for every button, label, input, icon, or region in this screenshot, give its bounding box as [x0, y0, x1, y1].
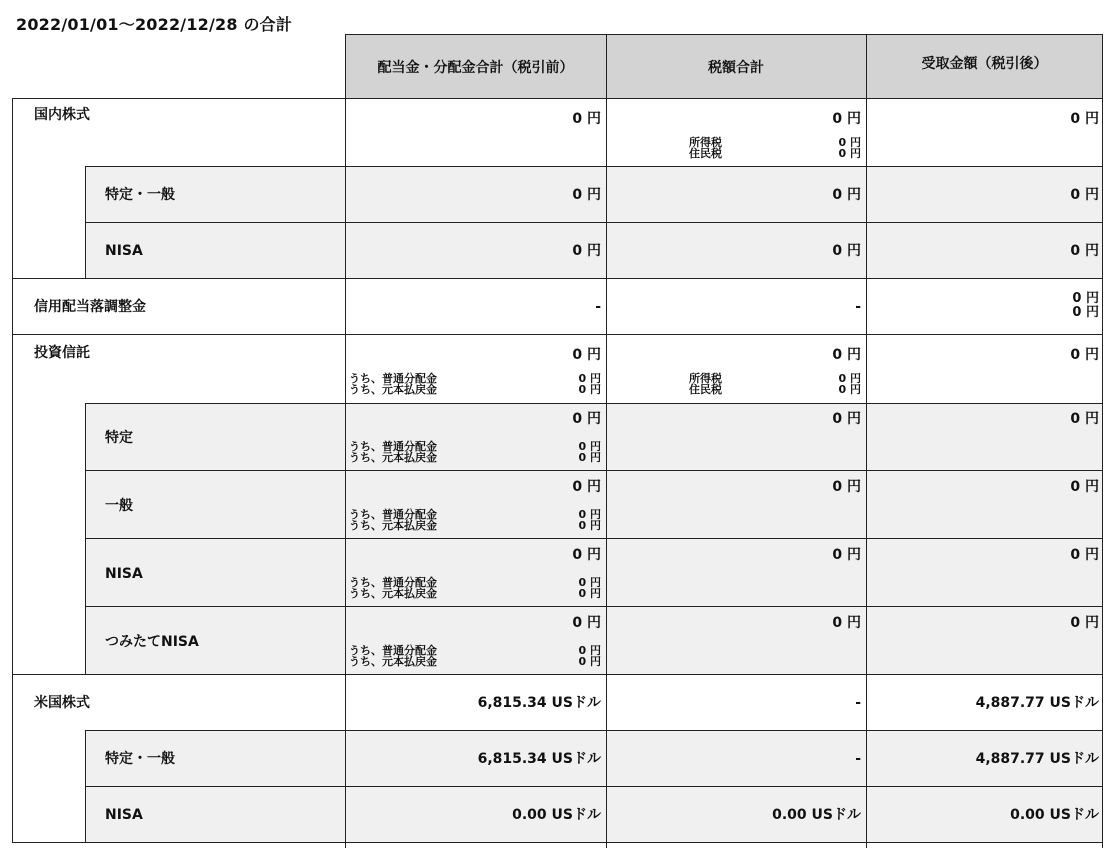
domestic-income-tax-label: 所得税	[689, 136, 722, 149]
credit-received-1: 0 円	[1072, 291, 1099, 306]
us-specific-dividend: 6,815.34 USドル	[477, 751, 601, 767]
fund-specific-tax: 0 円	[832, 411, 861, 427]
domestic-income-tax: 0 円	[838, 136, 861, 149]
funds-income-tax-label: 所得税	[689, 372, 722, 385]
us-nisa-received: 0.00 USドル	[1010, 807, 1099, 823]
row-divider	[12, 278, 1103, 279]
header-dividend: 配当金・分配金合計（税引前）	[377, 60, 574, 76]
summary-title: 2022/01/01～2022/12/28 の合計	[16, 15, 293, 34]
fund-general-refund: 0 円	[578, 519, 601, 532]
fund-nisa-dividend: 0 円	[572, 547, 601, 563]
funds-refund: 0 円	[578, 383, 601, 396]
fund-nisa-refund: 0 円	[578, 587, 601, 600]
credit-dividend: -	[595, 299, 601, 315]
fund-general-dividend: 0 円	[572, 479, 601, 495]
fund-nisa-received: 0 円	[1070, 547, 1099, 563]
credit-received-2: 0 円	[1072, 305, 1099, 320]
row-divider	[85, 730, 1103, 731]
row-divider	[12, 98, 1103, 99]
row-label-fund-general: 一般	[105, 498, 133, 514]
us-received: 4,887.77 USドル	[975, 695, 1099, 711]
row-label-domestic-specific: 特定・一般	[105, 187, 175, 203]
col-divider	[866, 34, 867, 848]
fund-tsumitate-refund-label: うち、元本払戻金	[349, 655, 437, 668]
fund-specific-dividend: 0 円	[572, 411, 601, 427]
fund-tsumitate-ordinary-label: うち、普通分配金	[349, 644, 437, 657]
row-divider	[12, 334, 1103, 335]
funds-income-tax: 0 円	[838, 372, 861, 385]
header-top-border	[345, 34, 1103, 35]
fund-nisa-tax: 0 円	[832, 547, 861, 563]
us-specific-tax: -	[855, 751, 861, 767]
row-label-funds: 投資信託	[34, 345, 90, 361]
fund-specific-refund-label: うち、元本払戻金	[349, 451, 437, 464]
domestic-nisa-received: 0 円	[1070, 243, 1099, 259]
col-divider	[606, 34, 607, 848]
us-nisa-tax: 0.00 USドル	[772, 807, 861, 823]
domestic-specific-tax: 0 円	[832, 187, 861, 203]
domestic-received: 0 円	[1070, 111, 1099, 127]
fund-nisa-refund-label: うち、元本払戻金	[349, 587, 437, 600]
row-label-fund-nisa: NISA	[105, 566, 143, 582]
row-divider	[85, 222, 1103, 223]
funds-resident-tax-label: 住民税	[689, 383, 722, 396]
row-label-credit: 信用配当落調整金	[34, 299, 146, 315]
row-divider	[12, 842, 1103, 843]
fund-specific-ordinary: 0 円	[578, 440, 601, 453]
table-right-border	[1102, 34, 1103, 848]
domestic-specific-dividend: 0 円	[572, 187, 601, 203]
row-label-fund-specific: 特定	[105, 430, 133, 446]
row-label-us: 米国株式	[34, 695, 90, 711]
row-label-fund-tsumitate: つみたてNISA	[105, 634, 199, 650]
fund-specific-refund: 0 円	[578, 451, 601, 464]
indent-border	[85, 730, 86, 842]
funds-dividend: 0 円	[572, 347, 601, 363]
table-left-border	[12, 98, 13, 843]
domestic-resident-tax-label: 住民税	[689, 147, 722, 160]
fund-general-refund-label: うち、元本払戻金	[349, 519, 437, 532]
funds-tax: 0 円	[832, 347, 861, 363]
fund-specific-received: 0 円	[1070, 411, 1099, 427]
row-divider	[85, 403, 1103, 404]
row-label-domestic-nisa: NISA	[105, 243, 143, 259]
funds-ordinary-label: うち、普通分配金	[349, 372, 437, 385]
fund-tsumitate-ordinary: 0 円	[578, 644, 601, 657]
fund-nisa-ordinary: 0 円	[578, 576, 601, 589]
row-divider	[85, 786, 1103, 787]
indent-border	[85, 403, 86, 674]
row-divider	[12, 674, 1103, 675]
fund-tsumitate-dividend: 0 円	[572, 615, 601, 631]
credit-tax: -	[855, 299, 861, 315]
fund-tsumitate-refund: 0 円	[578, 655, 601, 668]
row-divider	[85, 166, 1103, 167]
col-divider	[345, 98, 346, 848]
us-tax: -	[855, 695, 861, 711]
row-divider	[85, 470, 1103, 471]
domestic-nisa-tax: 0 円	[832, 243, 861, 259]
us-dividend: 6,815.34 USドル	[477, 695, 601, 711]
header-tax: 税額合計	[708, 60, 764, 76]
fund-nisa-ordinary-label: うち、普通分配金	[349, 576, 437, 589]
fund-general-received: 0 円	[1070, 479, 1099, 495]
us-nisa-dividend: 0.00 USドル	[512, 807, 601, 823]
funds-refund-label: うち、元本払戻金	[349, 383, 437, 396]
domestic-resident-tax: 0 円	[838, 147, 861, 160]
fund-general-ordinary-label: うち、普通分配金	[349, 508, 437, 521]
row-divider	[85, 606, 1103, 607]
funds-received: 0 円	[1070, 347, 1099, 363]
fund-specific-ordinary-label: うち、普通分配金	[349, 440, 437, 453]
row-label-us-nisa: NISA	[105, 807, 143, 823]
domestic-dividend: 0 円	[572, 111, 601, 127]
row-divider	[85, 538, 1103, 539]
fund-tsumitate-tax: 0 円	[832, 615, 861, 631]
fund-general-ordinary: 0 円	[578, 508, 601, 521]
indent-border	[85, 166, 86, 278]
row-label-domestic: 国内株式	[34, 107, 90, 123]
funds-resident-tax: 0 円	[838, 383, 861, 396]
funds-ordinary: 0 円	[578, 372, 601, 385]
us-specific-received: 4,887.77 USドル	[975, 751, 1099, 767]
header-received: 受取金額（税引後）	[921, 56, 1048, 72]
fund-tsumitate-received: 0 円	[1070, 615, 1099, 631]
domestic-nisa-dividend: 0 円	[572, 243, 601, 259]
domestic-tax: 0 円	[832, 111, 861, 127]
domestic-specific-received: 0 円	[1070, 187, 1099, 203]
fund-general-tax: 0 円	[832, 479, 861, 495]
row-label-us-specific: 特定・一般	[105, 751, 175, 767]
